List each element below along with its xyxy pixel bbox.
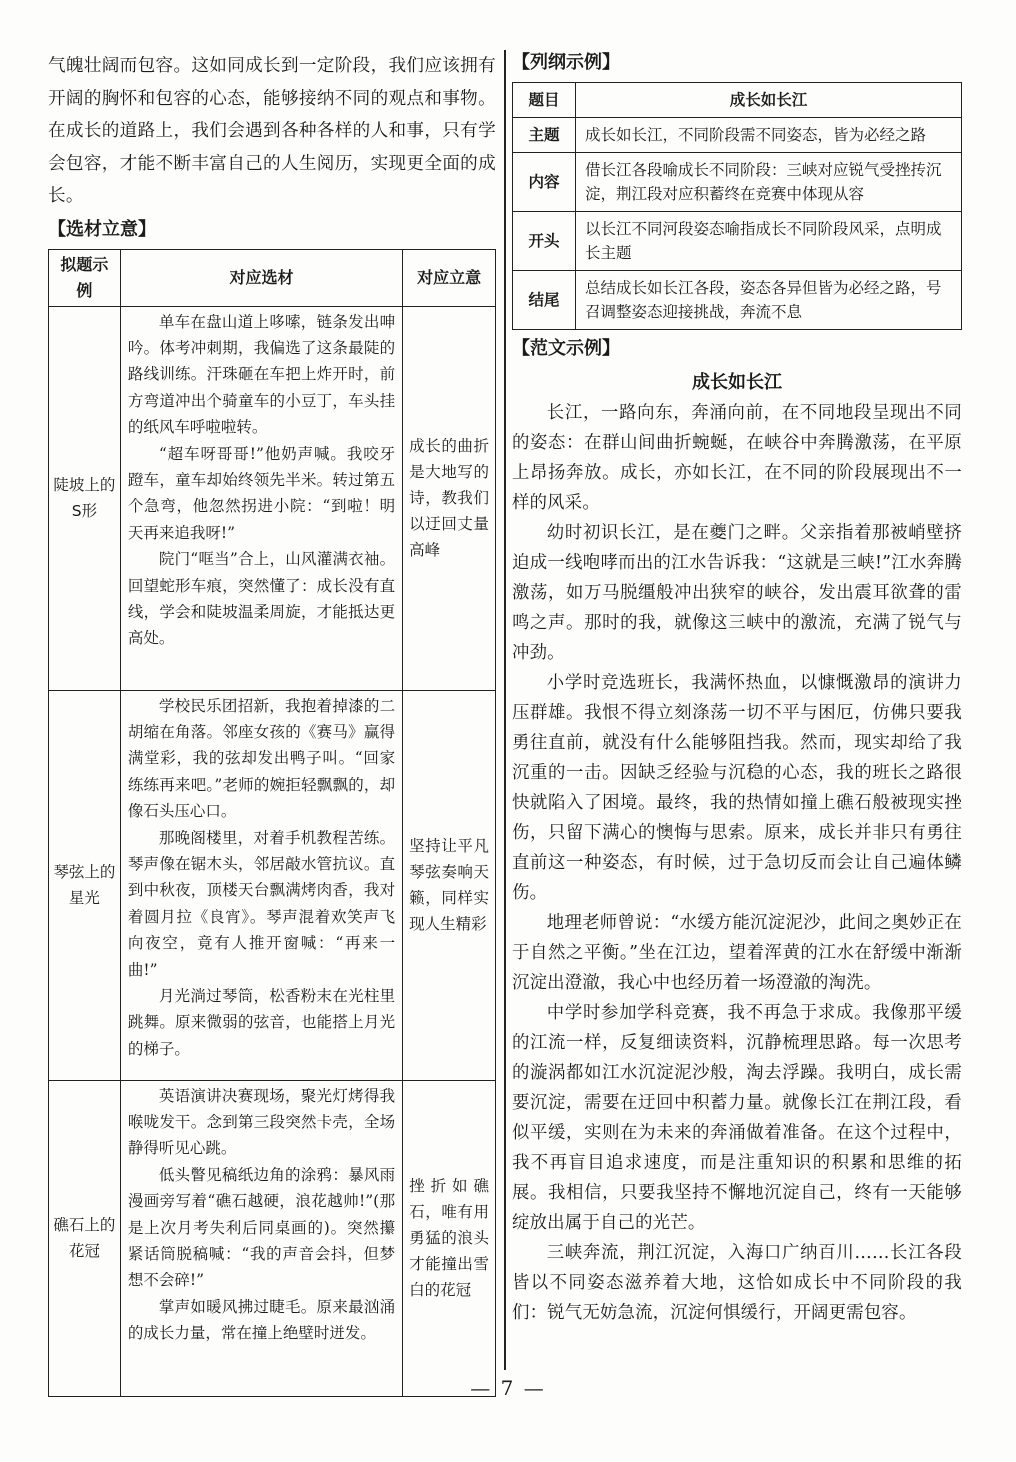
selection-material	[120, 1080, 402, 1396]
outline-value: 成长如长江	[576, 83, 962, 118]
essay-paragraph: 地理老师曾说：“水缓方能沉淀泥沙，此间之奥妙正在于自然之平衡。”坐在江边，望着浑黄的江水在舒缓中渐渐沉淀出澄澈，我心中也经历着一场澄澈的淘洗。	[512, 913, 962, 993]
outline-row	[513, 271, 962, 330]
column-divider	[504, 50, 506, 1370]
selection-heading: 【选材立意】	[48, 218, 156, 240]
selection-title: 礁石上的花冠	[49, 1080, 121, 1396]
material-paragraph: 掌声如暖风拂过睫毛。原来最汹涌的成长力量，常在撞上绝壁时迸发。	[127, 1297, 396, 1343]
selection-row	[49, 1080, 496, 1396]
outline-row	[513, 83, 962, 118]
selection-row	[49, 306, 496, 690]
outline-key: 结尾	[513, 271, 576, 330]
outline-row	[513, 212, 962, 271]
intro-block	[48, 50, 496, 213]
selection-intent: 坚持让平凡琴弦奏响天籁，同样实现人生精彩	[403, 690, 496, 1080]
material-paragraph: 低头瞥见稿纸边角的涂鸦：暴风雨漫画旁写着“礁石越硬，浪花越帅!”(那是上次月考失利后同桌画的)。突然攥紧话筒脱稿喊：“我的声音会抖，但梦想不会碎!”	[127, 1165, 396, 1290]
material-paragraph: “超车呀哥哥!”他奶声喊。我咬牙蹬车，童车却始终领先半米。转过第五个急弯，他忽然拐进小院：“到啦！明天再来追我呀!”	[127, 444, 396, 542]
material-paragraph: 学校民乐团招新，我抱着掉漆的二胡缩在角落。邻座女孩的《赛马》赢得满堂彩，我的弦却发出鸭子叫。“回家练练再来吧。”老师的婉拒轻飘飘的，却像石头压心口。	[127, 696, 396, 821]
selection-material	[120, 690, 402, 1080]
left-column	[48, 50, 496, 1397]
essay-paragraph: 小学时竞选班长，我满怀热血，以慷慨激昂的演讲力压群雄。我恨不得立刻涤荡一切不平与困厄，仿佛只要我勇往直前，就没有什么能够阻挡我。然而，现实却给了我沉重的一击。因缺乏经验与沉稳的心态，我的班长之路很快就陷入了困境。最终，我的热情如撞上礁石般被现实挫伤，只留下满心的懊悔与思索。原来，成长并非只有勇往直前这一种姿态，有时候，过于急切反而会让自己遍体鳞伤。	[512, 673, 962, 903]
selection-title: 陡坡上的S形	[49, 306, 121, 690]
selection-intent: 成长的曲折是大地写的诗，教我们以迂回丈量高峰	[403, 306, 496, 690]
outline-value: 以长江不同河段姿态喻指成长不同阶段风采，点明成长主题	[576, 212, 962, 271]
outline-value: 借长江各段喻成长不同阶段：三峡对应锐气受挫抟沉淀，荆江段对应积蓄终在竞赛中体现从容	[576, 153, 962, 212]
essay-paragraph: 长江，一路向东，奔涌向前，在不同地段呈现出不同的姿态：在群山间曲折蜿蜒，在峡谷中奔腾激荡，在平原上昂扬奔放。成长，亦如长江，在不同的阶段展现出不一样的风采。	[512, 403, 962, 513]
selection-row	[49, 690, 496, 1080]
selection-header-row	[49, 249, 496, 306]
outline-row	[513, 118, 962, 153]
outline-value: 成长如长江，不同阶段需不同姿态，皆为必经之路	[576, 118, 962, 153]
material-paragraph: 英语演讲决赛现场，聚光灯烤得我喉咙发干。念到第三段突然卡壳，全场静得听见心跳。	[127, 1086, 396, 1158]
outline-key: 主题	[513, 118, 576, 153]
essay-paragraph: 幼时初识长江，是在夔门之畔。父亲指着那被峭壁挤迫成一线咆哮而出的江水告诉我：“这就是三峡!”江水奔腾激荡，如万马脱缰般冲出狭窄的峡谷，发出震耳欲聋的雷鸣之声。那时的我，就像这三峡中的激流，充满了锐气与冲劲。	[512, 523, 962, 663]
selection-material	[120, 306, 402, 690]
essay-heading: 【范文示例】	[512, 338, 620, 359]
outline-heading: 【列纲示例】	[512, 52, 620, 73]
material-paragraph: 院门“哐当”合上，山风灌满衣袖。回望蛇形车痕，突然懂了：成长没有直线，学会和陡坡温柔周旋，才能抵达更高处。	[127, 550, 396, 648]
right-column	[512, 50, 962, 1328]
material-paragraph: 月光淌过琴筒，松香粉末在光柱里跳舞。原来微弱的弦音，也能搭上月光的梯子。	[127, 986, 396, 1058]
outline-value: 总结成长如长江各段，姿态各异但皆为必经之路，号召调整姿态迎接挑战，奔流不息	[576, 271, 962, 330]
essay-title: 成长如长江	[692, 372, 782, 393]
header-title: 拟题示例	[49, 249, 121, 306]
essay-paragraph: 三峡奔流，荆江沉淀，入海口广纳百川……长江各段皆以不同姿态滋养着大地，这恰如成长中不同阶段的我们：锐气无妨急流，沉淀何惧缓行，开阔更需包容。	[512, 1243, 962, 1323]
selection-table	[48, 249, 496, 1397]
header-intent: 对应立意	[403, 249, 496, 306]
essay-body	[512, 398, 962, 1328]
selection-intent: 挫折如礁石，唯有用勇猛的浪头才能撞出雪白的花冠	[403, 1080, 496, 1396]
outline-key: 内容	[513, 153, 576, 212]
material-paragraph: 单车在盘山道上哆嗦，链条发出呻吟。体考冲刺期，我偏选了这条最陡的路线训练。汗珠砸在车把上炸开时，前方弯道冲出个骑童车的小豆丁，车头挂的纸风车呼啦啦转。	[127, 312, 396, 437]
intro-paragraph: 气魄壮阔而包容。这如同成长到一定阶段，我们应该拥有开阔的胸怀和包容的心态，能够接纳不同的观点和事物。在成长的道路上，我们会遇到各种各样的人和事，只有学会包容，才能不断丰富自己的人生阅历，实现更全面的成长。	[48, 56, 496, 206]
outline-key: 题目	[513, 83, 576, 118]
outline-row	[513, 153, 962, 212]
outline-key: 开头	[513, 212, 576, 271]
header-material: 对应选材	[120, 249, 402, 306]
selection-title: 琴弦上的星光	[49, 690, 121, 1080]
essay-paragraph: 中学时参加学科竞赛，我不再急于求成。我像那平缓的江流一样，反复细读资料，沉静梳理思路。每一次思考的漩涡都如江水沉淀泥沙般，淘去浮躁。我明白，成长需要沉淀，需要在迂回中积蓄力量。就像长江在荆江段，看似平缓，实则在为未来的奔涌做着准备。在这个过程中，我不再盲目追求速度，而是注重知识的积累和思维的拓展。我相信，只要我坚持不懈地沉淀自己，终有一天能够绽放出属于自己的光芒。	[512, 1003, 962, 1233]
material-paragraph: 那晚阁楼里，对着手机教程苦练。琴声像在锯木头，邻居敲水管抗议。直到中秋夜，顶楼天台飘满烤肉香，我对着圆月拉《良宵》。琴声混着欢笑声飞向夜空，竟有人推开窗喊：“再来一曲!”	[127, 828, 396, 979]
outline-table	[512, 82, 962, 330]
page-number: — 7 —	[470, 1376, 546, 1400]
